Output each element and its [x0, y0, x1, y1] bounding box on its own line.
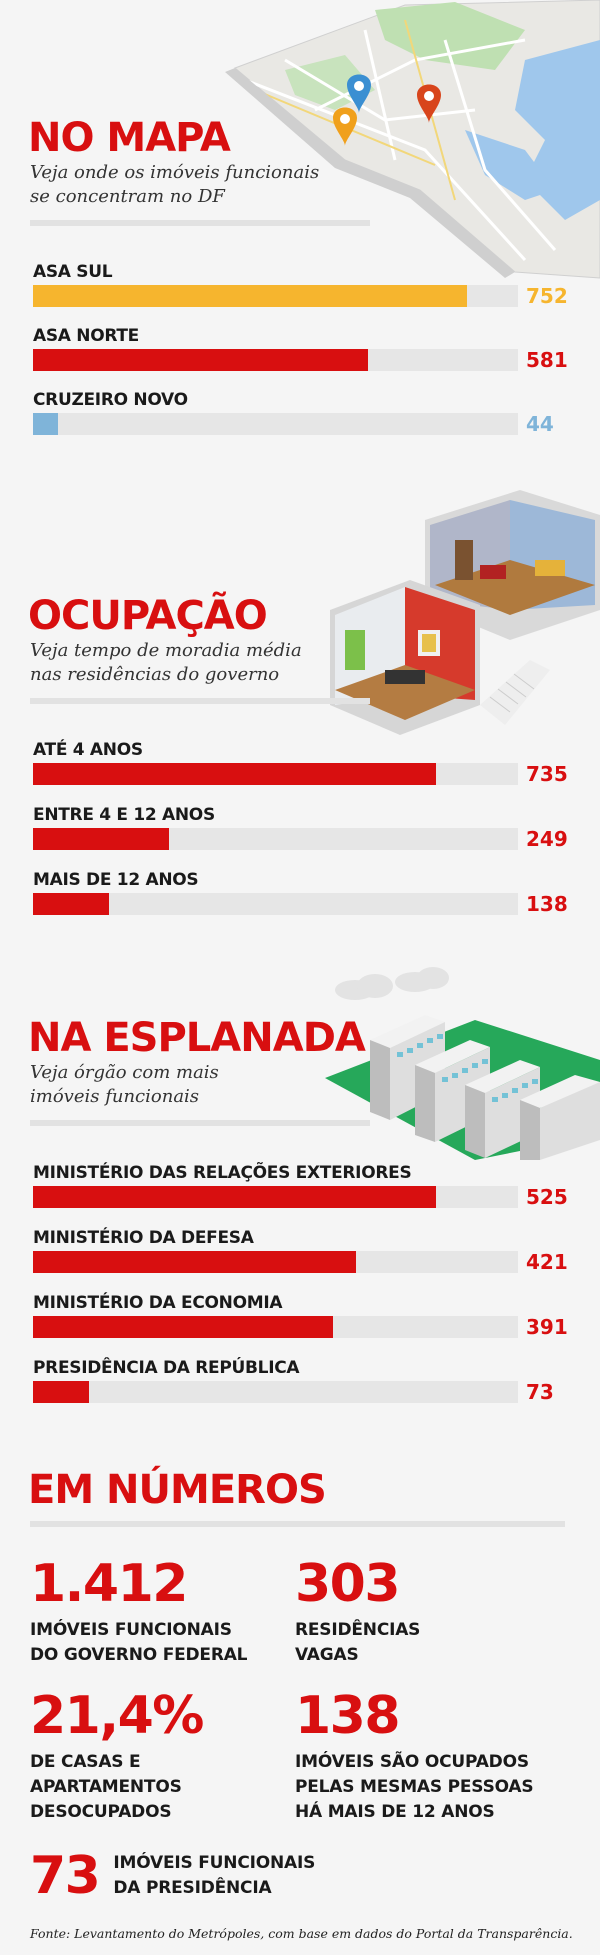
house-illustration [330, 490, 600, 760]
bar [33, 413, 58, 435]
stat-block [295, 1686, 534, 1825]
stat-block-final [30, 1846, 316, 1906]
bar-label: PRESIDÊNCIA DA REPÚBLICA [33, 1358, 300, 1378]
stat-text: IMÓVEIS SÃO OCUPADOS PELAS MESMAS PESSOAS HÁ MAIS DE 12 ANOS [295, 1752, 534, 1822]
section-subtitle: Veja órgão com mais imóveis funcionais [30, 1062, 219, 1107]
bar-label: ENTRE 4 E 12 ANOS [33, 805, 215, 825]
bar [33, 763, 436, 785]
bar-track [33, 1381, 518, 1403]
bar-track [33, 1251, 518, 1273]
section-title: OCUPAÇÃO [28, 593, 267, 639]
bar [33, 1381, 89, 1403]
stat-text: IMÓVEIS FUNCIONAIS DA PRESIDÊNCIA [113, 1853, 316, 1898]
stat-text: DE CASAS E APARTAMENTOS DESOCUPADOS [30, 1752, 182, 1822]
bar [33, 893, 109, 915]
bar-label: ASA SUL [33, 262, 113, 282]
stat-value: 73 [30, 1846, 100, 1906]
bar-track [33, 893, 518, 915]
stat-block [30, 1686, 203, 1825]
bar-track [33, 349, 518, 371]
bar-value-label: 421 [526, 1250, 568, 1274]
bar-label: MAIS DE 12 ANOS [33, 870, 199, 890]
bar-track [33, 413, 518, 435]
stat-value: 303 [295, 1554, 400, 1614]
bar-track [33, 1316, 518, 1338]
bar-value-label: 581 [526, 348, 568, 372]
bar-value-label: 735 [526, 762, 568, 786]
bar [33, 1316, 333, 1338]
section-divider [30, 220, 370, 226]
section-title: EM NÚMEROS [28, 1467, 326, 1513]
bar-track [33, 1186, 518, 1208]
bar-value-label: 249 [526, 827, 568, 851]
bar-value-label: 391 [526, 1315, 568, 1339]
bar-label: ASA NORTE [33, 326, 139, 346]
stat-text: RESIDÊNCIAS VAGAS [295, 1620, 421, 1665]
section-subtitle: Veja onde os imóveis funcionais se concentram no DF [30, 162, 320, 207]
stat-value: 138 [295, 1686, 400, 1746]
section-divider [30, 1120, 370, 1126]
esplanada-buildings-illustration [325, 960, 600, 1160]
bar-label: MINISTÉRIO DA ECONOMIA [33, 1293, 283, 1313]
stat-value: 1.412 [30, 1554, 187, 1614]
bar-track [33, 763, 518, 785]
bar-label: MINISTÉRIO DAS RELAÇÕES EXTERIORES [33, 1163, 412, 1183]
bar-track [33, 285, 518, 307]
bar-value-label: 44 [526, 412, 554, 436]
section-divider [30, 1521, 565, 1527]
stat-value: 21,4% [30, 1686, 203, 1746]
source-note: Fonte: Levantamento do Metrópoles, com base em dados do Portal da Transparência. [30, 1926, 573, 1941]
map-illustration [225, 0, 600, 280]
stat-block [30, 1554, 248, 1668]
bar [33, 828, 169, 850]
section-divider [30, 698, 370, 704]
bar-value-label: 73 [526, 1380, 554, 1404]
section-title: NO MAPA [28, 115, 230, 161]
bar-value-label: 752 [526, 284, 568, 308]
section-title: NA ESPLANADA [28, 1015, 365, 1061]
bar [33, 1251, 356, 1273]
bar-label: ATÉ 4 ANOS [33, 740, 143, 760]
bar-value-label: 138 [526, 892, 568, 916]
bar-label: MINISTÉRIO DA DEFESA [33, 1228, 254, 1248]
stat-text: IMÓVEIS FUNCIONAIS DO GOVERNO FEDERAL [30, 1620, 248, 1665]
bar [33, 349, 368, 371]
stat-block [295, 1554, 421, 1668]
bar-label: CRUZEIRO NOVO [33, 390, 188, 410]
bar-value-label: 525 [526, 1185, 568, 1209]
bar-track [33, 828, 518, 850]
section-subtitle: Veja tempo de moradia média nas residências do governo [30, 640, 302, 685]
bar [33, 285, 467, 307]
bar [33, 1186, 436, 1208]
